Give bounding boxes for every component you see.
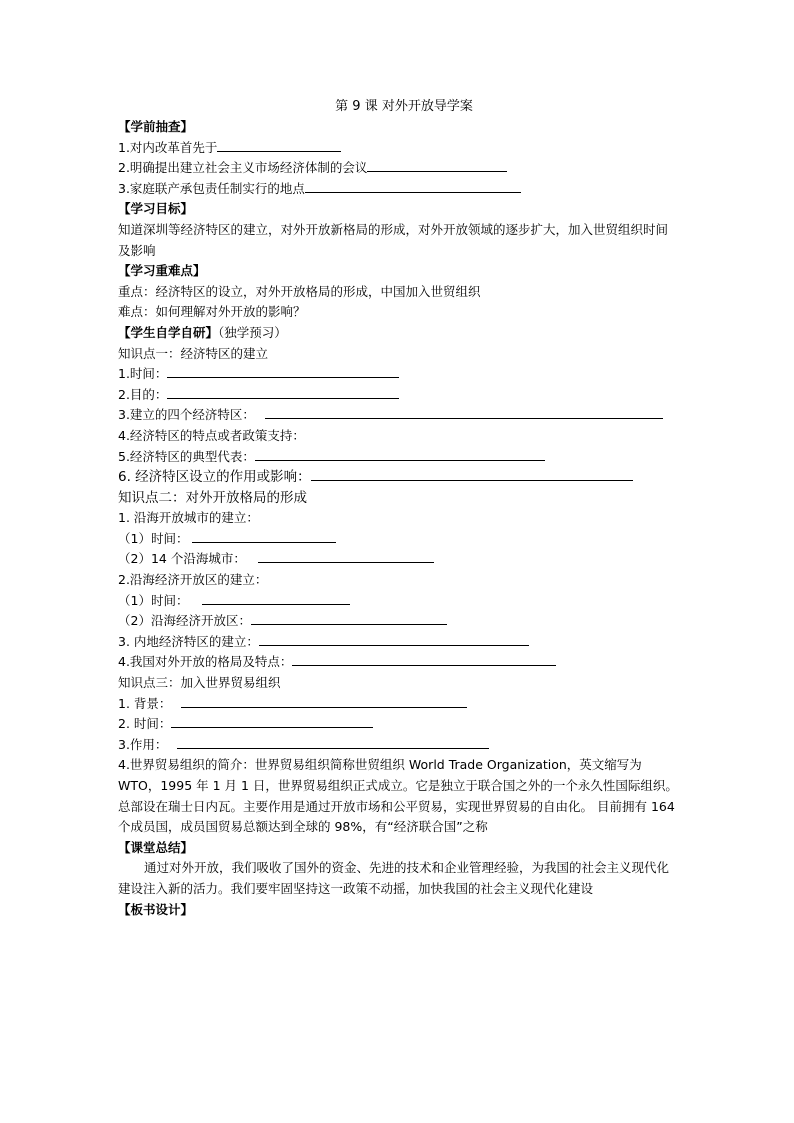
board-header: 【板书设计】	[118, 901, 194, 917]
k3-item	[118, 735, 678, 756]
k1-title: 知识点一：经济特区的建立	[118, 345, 269, 361]
k2-item-label: （1）时间：	[118, 592, 189, 608]
wto-intro: 4.世界贸易组织的简介：世界贸易组织简称世贸组织 World Trade Organization，英文缩写为 WTO，1995 年 1 月 1 日，世界贸易组织正式成立。它是独立于联合国之外的一个永久性国际组织。总部设在瑞士日内瓦。主要作用是通过开放市场和公平贸易，实现世界贸易的自由化。 目前拥有 164 个成员国，成员国贸易总额达到全球的 98%，有“经济联合国”之称	[118, 757, 678, 835]
k1-item	[118, 447, 678, 468]
k1-impact-blank[interactable]	[311, 467, 633, 481]
k2-item-label: 1. 沿海开放城市的建立：	[118, 510, 259, 526]
k2-item	[118, 549, 678, 570]
k2-item	[118, 632, 678, 653]
k2-item-label: 3. 内地经济特区的建立：	[118, 633, 259, 649]
k2-item-label: （2）14 个沿海城市：	[118, 551, 246, 567]
q2-text: 2.明确提出建立社会主义市场经济体制的会议	[118, 160, 368, 176]
k2-inland-blank[interactable]	[259, 632, 529, 646]
k2-item-label: 4.我国对外开放的格局及特点：	[118, 654, 293, 670]
page-title: 第 9 课 对外开放导学案	[335, 99, 473, 114]
k3-item-label: 2. 时间：	[118, 716, 172, 732]
k3-item-label: 3.作用：	[118, 736, 168, 752]
k1-purpose-blank[interactable]	[167, 385, 399, 399]
k2-cities-time-blank[interactable]	[192, 529, 336, 543]
k2-title: 知识点二：对外开放格局的形成	[118, 489, 307, 506]
goals-text: 知道深圳等经济特区的建立，对外开放新格局的形成，对外开放领域的逐步扩大，加入世贸组织时间及影响	[118, 221, 669, 258]
k2-zone-time-blank[interactable]	[202, 591, 350, 605]
key-points-key: 重点：经济特区的设立，对外开放格局的形成，中国加入世贸组织	[118, 283, 481, 299]
k1-item	[118, 426, 678, 447]
k1-item-label: 2.目的：	[118, 386, 168, 402]
k1-item-label: 1.时间：	[118, 366, 168, 382]
k3-role-blank[interactable]	[177, 735, 489, 749]
pre-check-header: 【学前抽查】	[118, 119, 194, 134]
worksheet-page	[118, 98, 678, 920]
k3-item	[118, 694, 678, 715]
k1-zones-blank[interactable]	[265, 405, 663, 419]
summary-header: 【课堂总结】	[118, 839, 194, 855]
k2-item-label: （2）沿海经济开放区：	[118, 613, 251, 629]
q1-answer-blank[interactable]	[217, 138, 341, 152]
k1-item	[118, 467, 678, 488]
k1-time-blank[interactable]	[167, 364, 399, 378]
k1-item	[118, 364, 678, 385]
self-study-header-row	[118, 323, 678, 344]
k2-item	[118, 611, 678, 632]
k2-item	[118, 529, 678, 550]
k3-background-blank[interactable]	[181, 694, 467, 708]
goals-header: 【学习目标】	[118, 201, 194, 217]
pre-check-q1	[118, 138, 678, 159]
k1-item-label: 6. 经济特区设立的作用或影响：	[118, 469, 311, 486]
self-study-header: 【学生自学自研】	[118, 324, 219, 340]
k3-item	[118, 714, 678, 735]
pre-check-q3	[118, 179, 678, 200]
k1-item	[118, 385, 678, 406]
k2-item	[118, 508, 678, 529]
k2-item	[118, 591, 678, 612]
key-points-header: 【学习重难点】	[118, 263, 206, 279]
k2-zones-blank[interactable]	[251, 611, 447, 625]
k2-cities-blank[interactable]	[258, 549, 434, 563]
q3-text: 3.家庭联产承包责任制实行的地点	[118, 180, 305, 196]
k2-item	[118, 652, 678, 673]
k1-item-label: 3.建立的四个经济特区：	[118, 407, 255, 423]
k3-item-label: 1. 背景：	[118, 695, 172, 711]
pre-check-q2	[118, 158, 678, 179]
key-points-difficult: 难点：如何理解对外开放的影响？	[118, 304, 306, 320]
k2-item-label: （1）时间：	[118, 530, 189, 546]
k2-item-label: 2.沿海经济开放区的建立：	[118, 572, 268, 588]
k1-item	[118, 405, 678, 426]
k3-time-blank[interactable]	[171, 714, 373, 728]
q3-answer-blank[interactable]	[305, 179, 521, 193]
k1-item-label: 4.经济特区的特点或者政策支持：	[118, 427, 305, 443]
q1-text: 1.对内改革首先于	[118, 139, 218, 155]
k2-pattern-blank[interactable]	[292, 652, 556, 666]
self-study-note: （独学预习）	[218, 324, 287, 340]
q2-answer-blank[interactable]	[367, 158, 507, 172]
k2-item	[118, 570, 678, 591]
k1-item-label: 5.经济特区的典型代表：	[118, 448, 255, 464]
k3-title: 知识点三：加入世界贸易组织	[118, 675, 281, 691]
k1-example-blank[interactable]	[255, 447, 545, 461]
summary-text: 通过对外开放，我们吸收了国外的资金、先进的技术和企业管理经验，为我国的社会主义现代化建设注入新的活力。我们要牢固坚持这一政策不动摇，加快我国的社会主义现代化建设	[118, 860, 670, 896]
